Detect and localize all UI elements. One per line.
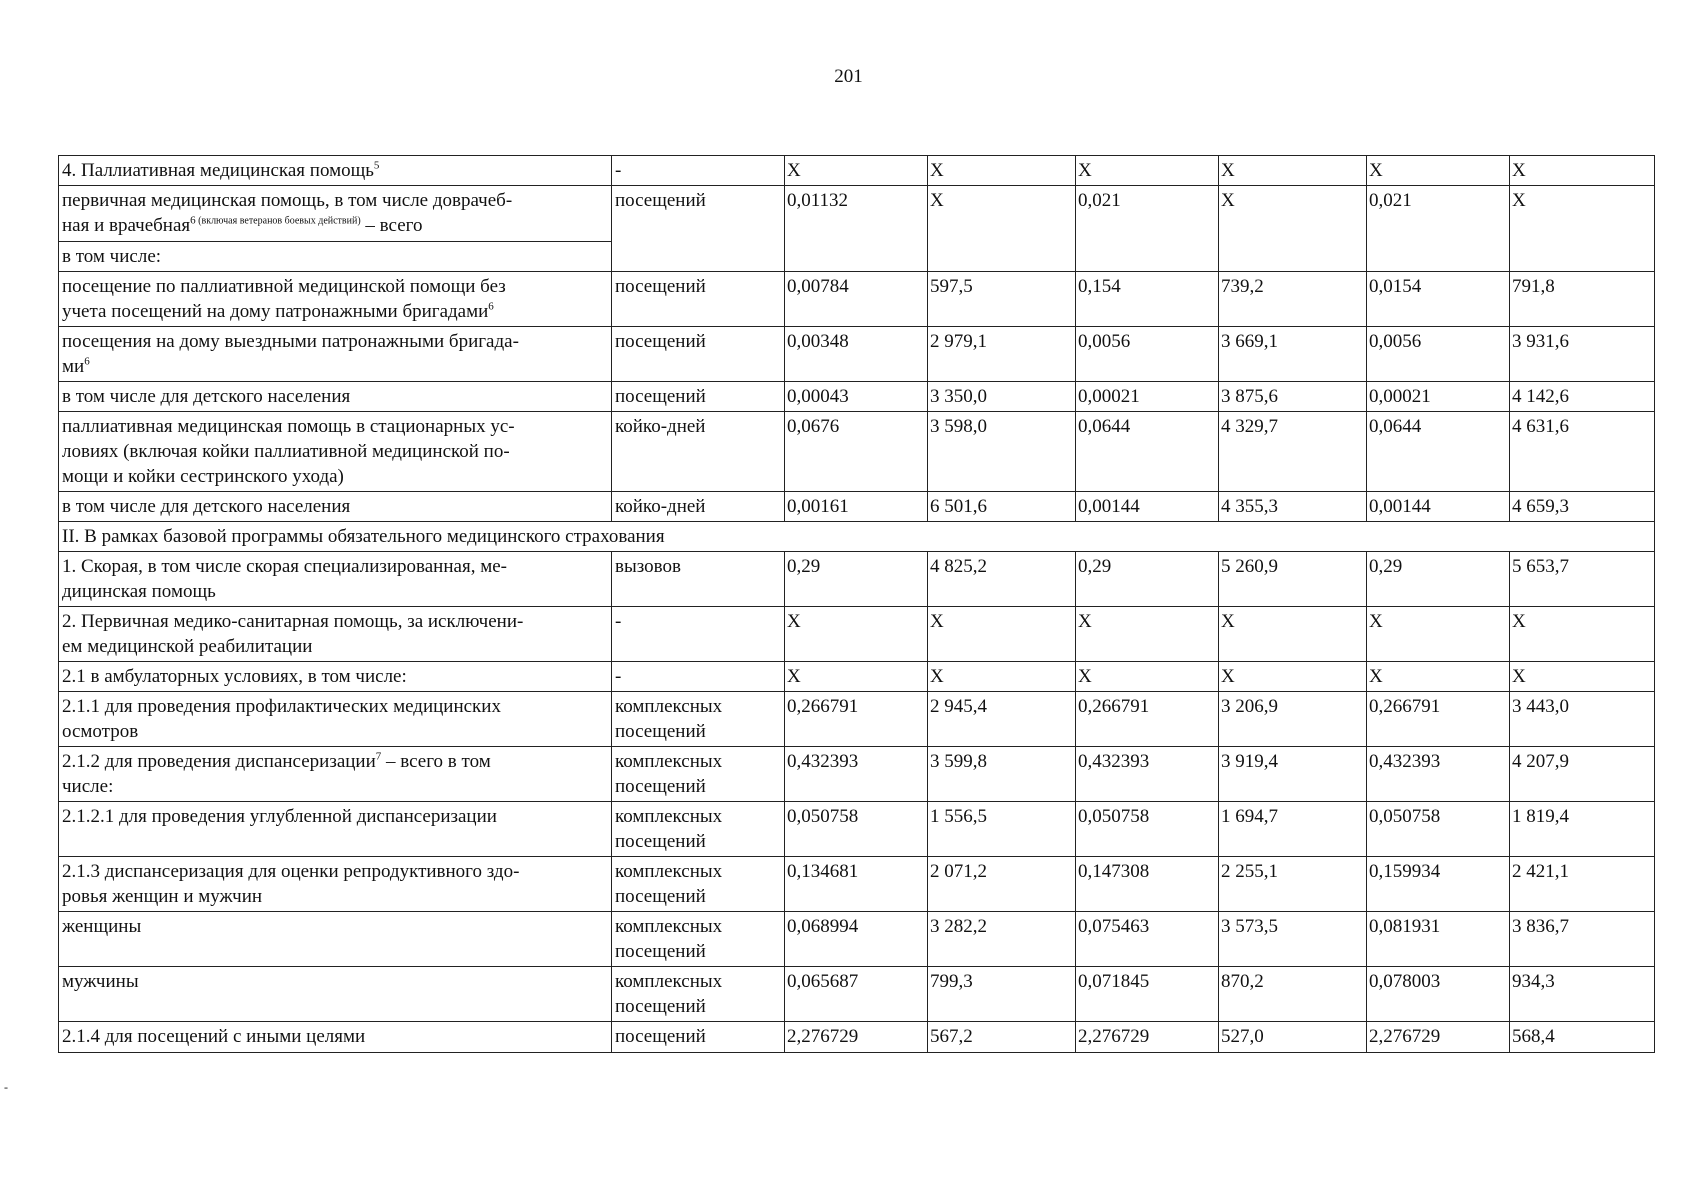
section-heading: II. В рамках базовой программы обязательного медицинского страхования [59, 522, 1655, 552]
value-cell: Х [1219, 662, 1367, 692]
table-row [59, 412, 1655, 492]
value-cell: 0,050758 [1076, 802, 1219, 857]
value-cell: 0,021 [1076, 186, 1219, 242]
row-label: в том числе: [59, 242, 612, 272]
empty-cell [928, 242, 1076, 272]
table-row [59, 186, 1655, 242]
value-cell: 3 443,0 [1510, 692, 1655, 747]
value-cell: 0,081931 [1367, 912, 1510, 967]
value-cell: Х [1076, 607, 1219, 662]
row-label: 2.1.3 диспансеризация для оценки репродуктивного здо- ровья женщин и мужчин [59, 857, 612, 912]
value-cell: 0,432393 [1076, 747, 1219, 802]
row-label: 2.1.2.1 для проведения углубленной диспансеризации [59, 802, 612, 857]
row-label: первичная медицинская помощь, в том числе доврачеб- ная и врачебная$^6$ $^{(включая ветеранов боевых действий)}$ – всего [59, 186, 612, 242]
row-label: 2.1.4 для посещений с иными целями [59, 1022, 612, 1053]
footnote-mark: 5 [373, 159, 380, 172]
value-cell: 4 329,7 [1219, 412, 1367, 492]
unit-cell: - [612, 662, 785, 692]
value-cell: 0,266791 [1076, 692, 1219, 747]
unit-cell: посещений [612, 327, 785, 382]
value-cell: 3 875,6 [1219, 382, 1367, 412]
row-label: 2.1.2 для проведения диспансеризации$^7$ – всего в том числе: [59, 747, 612, 802]
value-cell: 739,2 [1219, 272, 1367, 327]
value-cell: 3 282,2 [928, 912, 1076, 967]
value-cell: Х [1367, 607, 1510, 662]
value-cell: 0,134681 [785, 857, 928, 912]
table-row [59, 967, 1655, 1022]
unit-cell: посещений [612, 272, 785, 327]
value-cell: 0,021 [1367, 186, 1510, 242]
value-cell: 0,159934 [1367, 857, 1510, 912]
table-row [59, 242, 1655, 272]
value-cell: 0,266791 [785, 692, 928, 747]
value-cell: 0,29 [785, 552, 928, 607]
value-cell: Х [1510, 662, 1655, 692]
value-cell: 934,3 [1510, 967, 1655, 1022]
row-label: 2.1 в амбулаторных условиях, в том числе: [59, 662, 612, 692]
value-cell: 2 945,4 [928, 692, 1076, 747]
unit-cell: комплексных посещений [612, 967, 785, 1022]
value-cell: Х [785, 662, 928, 692]
value-cell: Х [928, 186, 1076, 242]
unit-cell: посещений [612, 382, 785, 412]
value-cell: 0,432393 [1367, 747, 1510, 802]
empty-cell [612, 242, 785, 272]
value-cell: Х [785, 156, 928, 186]
table-row [59, 327, 1655, 382]
row-label: в том числе для детского населения [59, 492, 612, 522]
unit-cell: посещений [612, 186, 785, 242]
unit-cell: комплексных посещений [612, 802, 785, 857]
value-cell: 0,075463 [1076, 912, 1219, 967]
value-cell: 0,00021 [1367, 382, 1510, 412]
table-row [59, 156, 1655, 186]
value-cell: 870,2 [1219, 967, 1367, 1022]
value-cell: 2 421,1 [1510, 857, 1655, 912]
value-cell: Х [928, 607, 1076, 662]
row-label: 1. Скорая, в том числе скорая специализированная, ме- дицинская помощь [59, 552, 612, 607]
value-cell: 3 599,8 [928, 747, 1076, 802]
value-cell: 799,3 [928, 967, 1076, 1022]
unit-cell: комплексных посещений [612, 857, 785, 912]
row-label: женщины [59, 912, 612, 967]
value-cell: Х [1076, 156, 1219, 186]
value-cell: 0,0676 [785, 412, 928, 492]
value-cell: 2,276729 [1367, 1022, 1510, 1053]
value-cell: 568,4 [1510, 1022, 1655, 1053]
value-cell: 0,0644 [1367, 412, 1510, 492]
value-cell: 0,432393 [785, 747, 928, 802]
empty-cell [1219, 242, 1367, 272]
empty-cell [785, 242, 928, 272]
value-cell: 4 207,9 [1510, 747, 1655, 802]
value-cell: Х [1510, 156, 1655, 186]
value-cell: 2,276729 [785, 1022, 928, 1053]
row-label: 2.1.1 для проведения профилактических медицинских осмотров [59, 692, 612, 747]
table-row [59, 522, 1655, 552]
value-cell: 0,050758 [785, 802, 928, 857]
unit-cell: комплексных посещений [612, 692, 785, 747]
value-cell: 597,5 [928, 272, 1076, 327]
value-cell: 0,01132 [785, 186, 928, 242]
value-cell: 2 979,1 [928, 327, 1076, 382]
data-table [58, 155, 1655, 1053]
value-cell: 4 142,6 [1510, 382, 1655, 412]
unit-cell: койко-дней [612, 492, 785, 522]
value-cell: 2 071,2 [928, 857, 1076, 912]
table-row [59, 747, 1655, 802]
footnote-mark: 6 [84, 355, 90, 368]
value-cell: 0,154 [1076, 272, 1219, 327]
unit-cell: вызовов [612, 552, 785, 607]
unit-cell: посещений [612, 1022, 785, 1053]
table-row [59, 382, 1655, 412]
value-cell: 0,29 [1367, 552, 1510, 607]
value-cell: Х [1219, 607, 1367, 662]
row-label: посещения на дому выездными патронажными бригада- $ми^6$ [59, 327, 612, 382]
value-cell: 3 836,7 [1510, 912, 1655, 967]
table-row [59, 1022, 1655, 1053]
value-cell: 3 350,0 [928, 382, 1076, 412]
value-cell: 0,00348 [785, 327, 928, 382]
value-cell: 0,078003 [1367, 967, 1510, 1022]
value-cell: 4 355,3 [1219, 492, 1367, 522]
value-cell: 2 255,1 [1219, 857, 1367, 912]
value-cell: 527,0 [1219, 1022, 1367, 1053]
value-cell: 791,8 [1510, 272, 1655, 327]
footnote-mark: 6 [488, 300, 494, 313]
empty-cell [1367, 242, 1510, 272]
value-cell: 2,276729 [1076, 1022, 1219, 1053]
table-row [59, 802, 1655, 857]
table-row [59, 857, 1655, 912]
value-cell: 4 825,2 [928, 552, 1076, 607]
value-cell: Х [1219, 156, 1367, 186]
value-cell: 0,29 [1076, 552, 1219, 607]
value-cell: 0,00161 [785, 492, 928, 522]
value-cell: 3 931,6 [1510, 327, 1655, 382]
row-label: 4. Паллиативная медицинская помощь$^5$ [59, 156, 612, 186]
value-cell: Х [1367, 662, 1510, 692]
unit-cell: - [612, 607, 785, 662]
small-note: (включая ветеранов боевых действий) [195, 215, 361, 227]
unit-cell: койко-дней [612, 412, 785, 492]
value-cell: 3 573,5 [1219, 912, 1367, 967]
value-cell: 1 694,7 [1219, 802, 1367, 857]
empty-cell [1076, 242, 1219, 272]
table-row [59, 607, 1655, 662]
value-cell: 1 819,4 [1510, 802, 1655, 857]
value-cell: 1 556,5 [928, 802, 1076, 857]
value-cell: 6 501,6 [928, 492, 1076, 522]
value-cell: 0,068994 [785, 912, 928, 967]
value-cell: 0,00784 [785, 272, 928, 327]
value-cell: 0,00021 [1076, 382, 1219, 412]
value-cell: 5 653,7 [1510, 552, 1655, 607]
table-row [59, 912, 1655, 967]
table-row [59, 552, 1655, 607]
table-row [59, 692, 1655, 747]
value-cell: 0,00144 [1367, 492, 1510, 522]
footnote-mark: 7 [375, 750, 382, 763]
value-cell: Х [928, 156, 1076, 186]
value-cell: Х [1510, 607, 1655, 662]
value-cell: 4 631,6 [1510, 412, 1655, 492]
value-cell: 3 598,0 [928, 412, 1076, 492]
value-cell: Х [928, 662, 1076, 692]
value-cell: 0,0154 [1367, 272, 1510, 327]
value-cell: 3 919,4 [1219, 747, 1367, 802]
footnote-mark: 6 [190, 214, 196, 227]
row-label: 2. Первичная медико-санитарная помощь, за исключени- ем медицинской реабилитации [59, 607, 612, 662]
value-cell: Х [785, 607, 928, 662]
value-cell: 0,0056 [1367, 327, 1510, 382]
value-cell: 0,266791 [1367, 692, 1510, 747]
value-cell: Х [1076, 662, 1219, 692]
value-cell: 3 669,1 [1219, 327, 1367, 382]
row-label: мужчины [59, 967, 612, 1022]
row-label: паллиативная медицинская помощь в стационарных ус- ловиях (включая койки паллиативной медицинской по- мощи и койки сестринского ухода) [59, 412, 612, 492]
value-cell: 0,065687 [785, 967, 928, 1022]
unit-cell: комплексных посещений [612, 747, 785, 802]
row-label: в том числе для детского населения [59, 382, 612, 412]
empty-cell [1510, 242, 1655, 272]
table-row [59, 492, 1655, 522]
margin-dash: - [4, 1080, 8, 1094]
value-cell: 0,0056 [1076, 327, 1219, 382]
value-cell: 0,050758 [1367, 802, 1510, 857]
unit-cell: комплексных посещений [612, 912, 785, 967]
value-cell: 0,071845 [1076, 967, 1219, 1022]
value-cell: 0,0644 [1076, 412, 1219, 492]
value-cell: Х [1219, 186, 1367, 242]
value-cell: 0,00043 [785, 382, 928, 412]
table-row [59, 662, 1655, 692]
page-number: 201 [834, 66, 863, 87]
value-cell: 567,2 [928, 1022, 1076, 1053]
value-cell: Х [1367, 156, 1510, 186]
table-row [59, 272, 1655, 327]
value-cell: Х [1510, 186, 1655, 242]
value-cell: 3 206,9 [1219, 692, 1367, 747]
row-label: посещение по паллиативной медицинской помощи без учета посещений на дому патронажными бригадами$^6$ [59, 272, 612, 327]
value-cell: 0,00144 [1076, 492, 1219, 522]
value-cell: 0,147308 [1076, 857, 1219, 912]
value-cell: 4 659,3 [1510, 492, 1655, 522]
value-cell: 5 260,9 [1219, 552, 1367, 607]
unit-cell: - [612, 156, 785, 186]
